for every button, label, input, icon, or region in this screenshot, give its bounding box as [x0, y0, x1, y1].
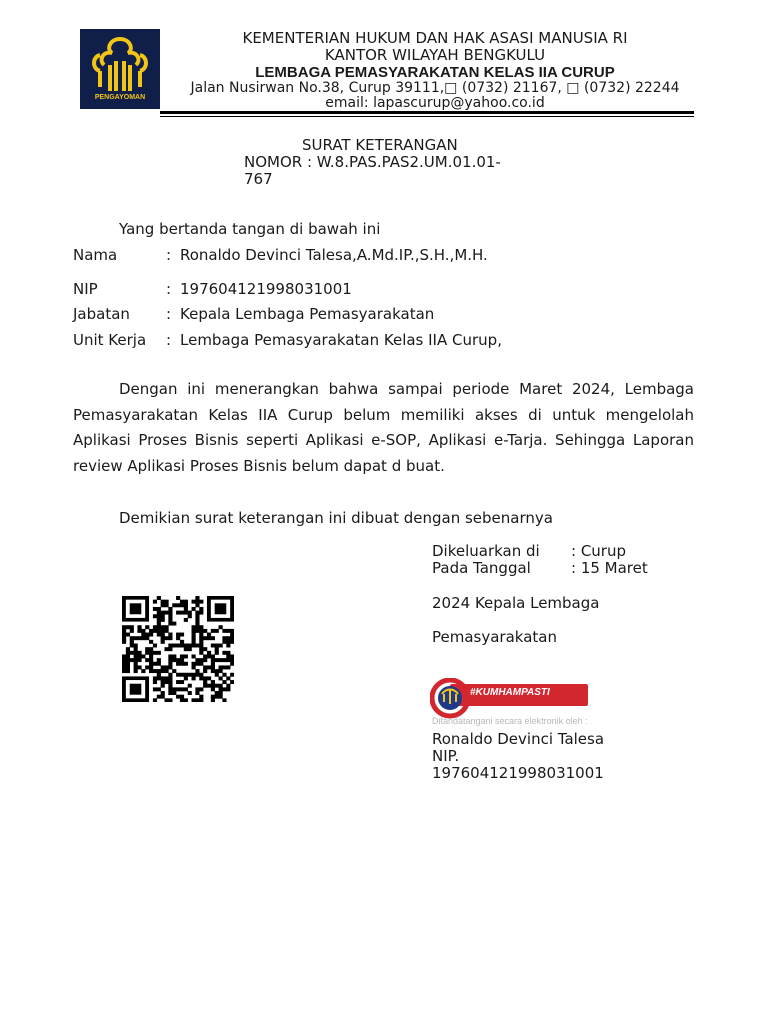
field-colon: :: [166, 246, 172, 264]
stamp-caption: Ditandatangani secara elektronik oleh :: [432, 716, 588, 726]
signer-name: Ronaldo Devinci Talesa: [432, 730, 605, 748]
body-line: review Aplikasi Proses Bisnis belum dapat d buat.: [73, 456, 445, 475]
letter-number-cont: 767: [244, 170, 273, 188]
field-label-nama: Nama: [73, 246, 118, 264]
closing-text: Demikian surat keterangan ini dibuat dengan sebenarnya: [119, 509, 553, 527]
letter-number: NOMOR : W.8.PAS.PAS2.UM.01.01-: [244, 153, 501, 171]
header-email: email: lapascurup@yahoo.co.id: [325, 95, 545, 111]
stamp-label: #KUMHAMPASTI: [470, 687, 550, 698]
date-value: : 15 Maret: [571, 559, 648, 577]
signer-nip-label: NIP.: [432, 747, 460, 765]
field-value-nama: Ronaldo Devinci Talesa,A.Md.IP.,S.H.,M.H.: [180, 246, 488, 264]
header-address: Jalan Nusirwan No.38, Curup 39111,□ (0732) 21167, □ (0732) 22244: [190, 80, 680, 96]
qr-code: [122, 596, 234, 702]
qr-code-image: [122, 596, 234, 702]
field-label-nip: NIP: [73, 280, 98, 298]
letter-title: SURAT KETERANGAN: [302, 136, 458, 154]
intro-text: Yang bertanda tangan di bawah ini: [119, 220, 381, 238]
issued-at-label: Dikeluarkan di: [432, 542, 540, 560]
signer-title-line2: Pemasyarakatan: [432, 628, 557, 646]
logo-caption: PENGAYOMAN: [94, 94, 146, 101]
field-label-unit-kerja: Unit Kerja: [73, 331, 147, 349]
header-ministry: KEMENTERIAN HUKUM DAN HAK ASASI MANUSIA RI: [242, 29, 628, 47]
signer-title-line1: 2024 Kepala Lembaga: [432, 594, 600, 612]
field-value-jabatan: Kepala Lembaga Pemasyarakatan: [180, 305, 435, 323]
electronic-signature-stamp: [430, 678, 595, 728]
header-regional-office: KANTOR WILAYAH BENGKULU: [324, 46, 546, 64]
field-colon: :: [166, 280, 172, 298]
date-label: Pada Tanggal: [432, 559, 531, 577]
field-label-jabatan: Jabatan: [73, 305, 130, 323]
header-institution: LEMBAGA PEMASYARAKATAN KELAS IIA CURUP: [255, 64, 615, 81]
body-line: Dengan ini menerangkan bahwa sampai periode Maret 2024, Lembaga: [119, 380, 694, 398]
field-value-nip: 197604121998031001: [180, 280, 352, 298]
issued-at-value: : Curup: [571, 542, 626, 560]
field-value-unit-kerja: Lembaga Pemasyarakatan Kelas IIA Curup,: [180, 331, 502, 349]
header-rule-thick: [160, 111, 694, 114]
body-paragraph: [73, 377, 694, 479]
header-rule-thin: [160, 116, 694, 117]
institution-logo: [80, 29, 160, 109]
body-line: Pemasyarakatan Kelas IIA Curup belum memiliki akses di untuk mengelolah: [73, 405, 694, 424]
field-colon: :: [166, 331, 172, 349]
field-colon: :: [166, 305, 172, 323]
body-line: Aplikasi Proses Bisnis seperti Aplikasi e-SOP, Aplikasi e-Tarja. Sehingga Laporan: [73, 431, 694, 449]
signer-nip-value: 197604121998031001: [432, 764, 604, 782]
